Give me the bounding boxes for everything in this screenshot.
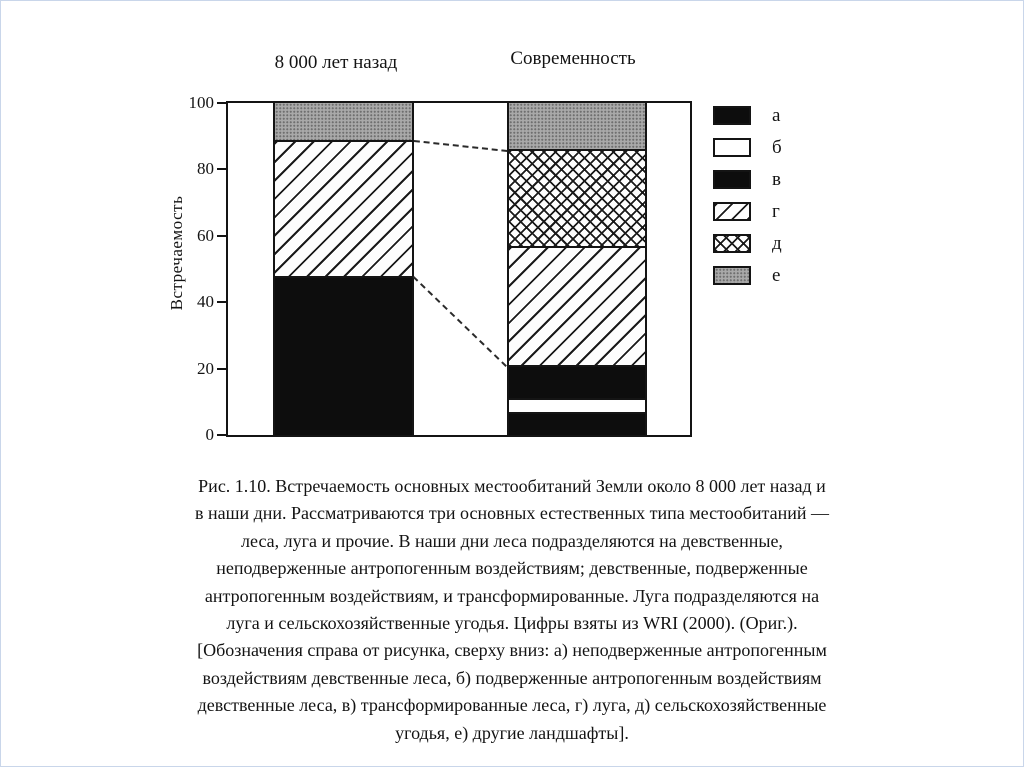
caption-line: луга и сельскохозяйственные угодья. Цифры взяты из WRI (2000). (Ориг.). — [226, 613, 798, 634]
y-tick-mark — [217, 168, 226, 170]
segment-diagonal-hatch — [275, 140, 412, 276]
legend — [713, 107, 782, 284]
y-tick-label: 40 — [197, 292, 214, 312]
caption-line: угодья, е) другие ландшафты]. — [395, 722, 629, 743]
y-tick-mark — [217, 301, 226, 303]
y-tick-label: 60 — [197, 225, 214, 245]
y-tick-mark — [217, 434, 226, 436]
y-tick-mark — [217, 235, 226, 237]
segment-solid-black — [509, 365, 645, 398]
legend-swatch-solid-black — [713, 170, 751, 189]
caption-line: в наши дни. Рассматриваются три основных естественных типа местообитаний — — [194, 503, 830, 524]
caption-line: неподверженные антропогенным воздействиям; девственные, подверженные — [216, 558, 808, 579]
legend-item — [713, 203, 782, 220]
caption-line: леса, луга и прочие. В наши дни леса подразделяются на девственные, — [241, 530, 783, 551]
legend-key-label: г — [772, 201, 780, 222]
legend-key-label: б — [772, 137, 782, 158]
caption-line: антропогенным воздействиям, и трансформированные. Луга подразделяются на — [204, 585, 820, 606]
segment-solid-black — [275, 276, 412, 435]
legend-swatch-gray-stipple — [713, 266, 751, 285]
stacked-bar-past — [273, 103, 414, 435]
y-tick-label: 80 — [197, 159, 214, 179]
legend-item — [713, 139, 782, 156]
segment-diagonal-hatch — [509, 246, 645, 366]
y-tick-label: 100 — [188, 93, 214, 112]
legend-swatch-crosshatch — [713, 234, 751, 253]
legend-item — [713, 171, 782, 188]
legend-swatch-solid-black — [713, 106, 751, 125]
caption-line: девственные леса, в) трансформированные леса, г) луга, д) сельскохозяйственные — [197, 695, 827, 716]
legend-key-label: в — [772, 169, 781, 190]
column-title-8000-years-ago: 8 000 лет назад — [274, 52, 398, 73]
legend-item — [713, 235, 782, 252]
segment-gray-stipple — [275, 103, 412, 140]
y-tick-label: 0 — [205, 425, 214, 444]
y-tick-mark — [217, 368, 226, 370]
segment-crosshatch — [509, 149, 645, 245]
segment-solid-black — [509, 412, 645, 435]
legend-item — [713, 107, 782, 124]
y-tick-label: 20 — [197, 358, 214, 378]
stacked-bar-present — [507, 103, 647, 435]
figure-caption — [86, 473, 938, 747]
legend-item — [713, 267, 782, 284]
y-tick-mark — [217, 102, 226, 104]
segment-gray-stipple — [509, 103, 645, 149]
legend-key-label: е — [772, 265, 781, 286]
legend-swatch-diagonal-hatch — [713, 202, 751, 221]
caption-line: [Обозначения справа от рисунка, сверху вниз: а) неподверженные антропогенным — [197, 640, 827, 661]
column-title-present: Современность — [510, 48, 636, 69]
caption-line: Рис. 1.10. Встречаемость основных местообитаний Земли около 8 000 лет назад и — [198, 476, 826, 496]
y-axis-label: Встречаемость — [167, 195, 186, 311]
legend-key-label: а — [772, 105, 781, 126]
legend-key-label: д — [772, 233, 782, 254]
plot-area — [226, 101, 692, 437]
caption-line: воздействиям девственные леса, б) подверженные антропогенным воздействиям — [202, 667, 822, 688]
legend-swatch-white — [713, 138, 751, 157]
segment-white — [509, 398, 645, 411]
